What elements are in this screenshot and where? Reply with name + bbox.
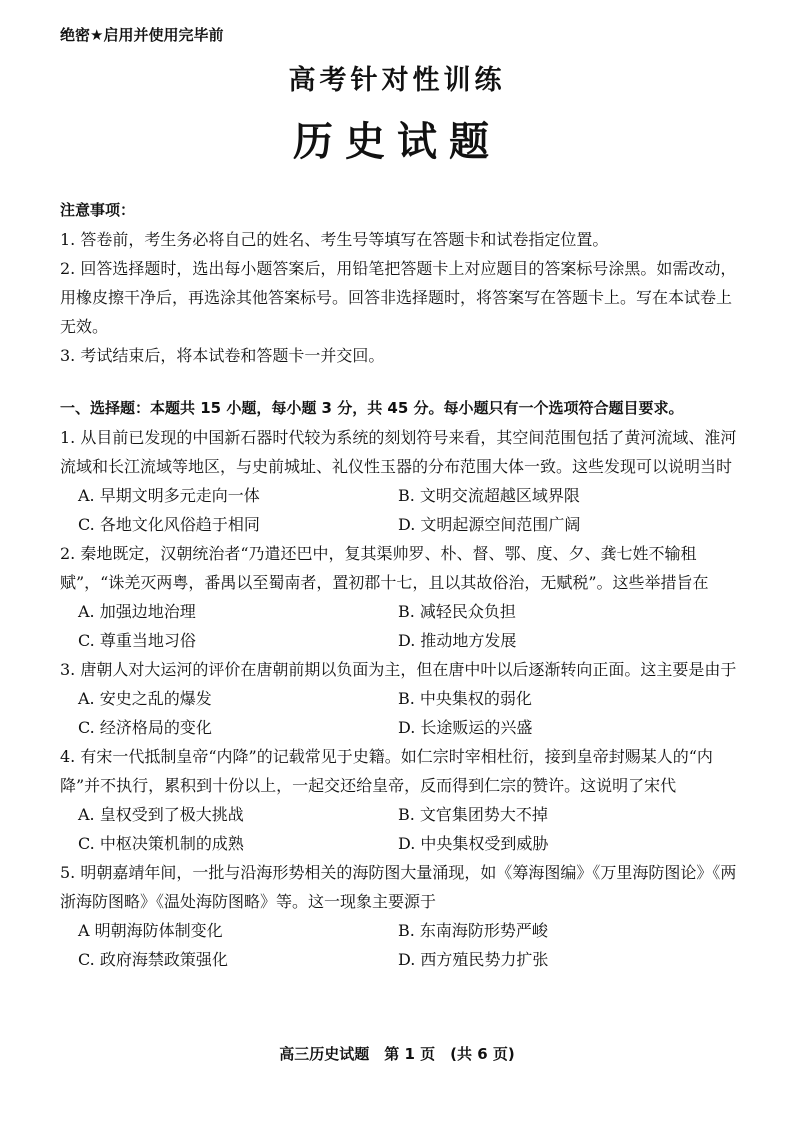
exam-subtitle: 高考针对性训练 bbox=[288, 65, 506, 96]
option-b: B. 减轻民众负担 bbox=[398, 602, 516, 621]
option-d: D. 中央集权受到威胁 bbox=[398, 834, 549, 853]
option-d: D. 长途贩运的兴盛 bbox=[398, 718, 533, 737]
exam-body bbox=[60, 196, 740, 974]
question-2 bbox=[60, 539, 740, 655]
exam-title: 历史试题 bbox=[293, 118, 501, 165]
options-grid bbox=[60, 916, 740, 974]
question-5 bbox=[60, 858, 740, 974]
option-c: C. 各地文化风俗趋于相同 bbox=[78, 515, 260, 534]
option-a: A. 早期文明多元走向一体 bbox=[78, 486, 260, 505]
question-stem: 2. 秦地既定，汉朝统治者“乃遣还巴中，复其渠帅罗、朴、督、鄂、度、夕、龚七姓不输租赋”，“诛羌灭两粤，番禺以至蜀南者，置初郡十七，且以其故俗治，无赋税”。这些举措旨在 bbox=[60, 544, 709, 592]
options-grid bbox=[60, 800, 740, 858]
option-a: A. 皇权受到了极大挑战 bbox=[78, 805, 244, 824]
option-b: B. 东南海防形势严峻 bbox=[398, 921, 548, 940]
question-3 bbox=[60, 655, 740, 742]
options-grid bbox=[60, 684, 740, 742]
page-footer: 高三历史试题 第 1 页 (共 6 页) bbox=[279, 1045, 515, 1063]
question-stem: 4. 有宋一代抵制皇帝“内降”的记载常见于史籍。如仁宗时宰相杜衍，接到皇帝封赐某人的“内降”并不执行，累积到十份以上，一起交还给皇帝，反而得到仁宗的赞许。这说明了宋代 bbox=[60, 747, 713, 795]
notice-heading: 注意事项： bbox=[60, 201, 136, 219]
option-b: B. 中央集权的弱化 bbox=[398, 689, 532, 708]
question-4 bbox=[60, 742, 740, 858]
option-c: C. 经济格局的变化 bbox=[78, 718, 212, 737]
options-grid bbox=[60, 481, 740, 539]
notice-item: 1. 答卷前，考生务必将自己的姓名、考生号等填写在答题卡和试卷指定位置。 bbox=[60, 230, 609, 249]
question-stem: 5. 明朝嘉靖年间，一批与沿海形势相关的海防图大量涌现，如《筹海图编》《万里海防图论》《两浙海防图略》《温处海防图略》等。这一现象主要源于 bbox=[60, 863, 737, 911]
option-c: C. 政府海禁政策强化 bbox=[78, 950, 228, 969]
question-1 bbox=[60, 423, 740, 539]
notice-item: 2. 回答选择题时，选出每小题答案后，用铅笔把答题卡上对应题目的答案标号涂黑。如需改动，用橡皮擦干净后，再选涂其他答案标号。回答非选择题时，将答案写在答题卡上。写在本试卷上无效。 bbox=[60, 259, 737, 336]
option-d: D. 文明起源空间范围广阔 bbox=[398, 515, 581, 534]
option-c: C. 尊重当地习俗 bbox=[78, 631, 196, 650]
option-a: A 明朝海防体制变化 bbox=[78, 921, 223, 940]
notice-item: 3. 考试结束后，将本试卷和答题卡一并交回。 bbox=[60, 346, 385, 365]
option-c: C. 中枢决策机制的成熟 bbox=[78, 834, 244, 853]
option-a: A. 加强边地治理 bbox=[78, 602, 196, 621]
question-stem: 3. 唐朝人对大运河的评价在唐朝前期以负面为主，但在唐中叶以后逐渐转向正面。这主要是由于 bbox=[60, 660, 737, 679]
secret-mark: 绝密★启用并使用完毕前 bbox=[60, 26, 224, 44]
option-d: D. 西方殖民势力扩张 bbox=[398, 950, 549, 969]
option-b: B. 文明交流超越区域界限 bbox=[398, 486, 580, 505]
question-stem: 1. 从目前已发现的中国新石器时代较为系统的刻划符号来看，其空间范围包括了黄河流域、淮河流域和长江流域等地区，与史前城址、礼仪性玉器的分布范围大体一致。这些发现可以说明当时 bbox=[60, 428, 737, 476]
option-d: D. 推动地方发展 bbox=[398, 631, 517, 650]
option-a: A. 安史之乱的爆发 bbox=[78, 689, 212, 708]
section-heading: 一、选择题：本题共 15 小题，每小题 3 分，共 45 分。每小题只有一个选项符合题目要求。 bbox=[60, 399, 684, 417]
options-grid bbox=[60, 597, 740, 655]
option-b: B. 文官集团势大不掉 bbox=[398, 805, 548, 824]
